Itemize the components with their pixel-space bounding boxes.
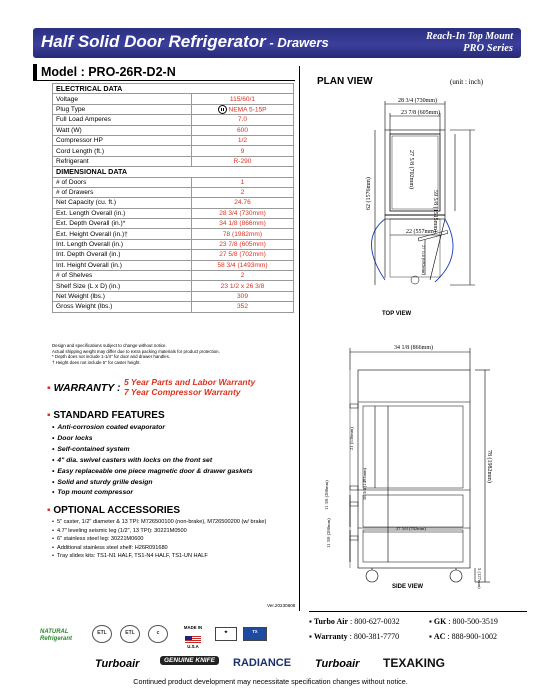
option-item: • 5" caster, 1/2" diameter & 13 TPI: M726500100 (non-brake), M726500200 (w/ brake) — [52, 518, 266, 527]
spec-label: Cord Length (ft.) — [53, 146, 192, 156]
spec-value: 23 1/2 x 26 3/8 — [192, 281, 294, 291]
spec-label: Compressor HP — [53, 135, 192, 145]
spec-notes — [52, 343, 302, 365]
option-item: • Tray slides kits: TS1-N1 HALF, TS1-N4 HALF, TS1-UN HALF — [52, 552, 266, 561]
technical-drawings — [310, 90, 525, 590]
etl-logo: ETL — [92, 625, 112, 643]
spec-section-heading — [53, 84, 294, 94]
feature-item: • Easy replaceable one piece magnetic door & drawer gaskets — [52, 467, 253, 478]
side-interior-height: 58 3/4 (1493mm) — [362, 467, 367, 500]
spec-row — [53, 291, 294, 301]
top-width-inner: 23 7/8 (605mm) — [401, 110, 440, 116]
spec-value: 34 1/8 (866mm) — [192, 219, 294, 229]
spec-value: 115/60/1 — [192, 94, 294, 104]
spec-label: Net Weight (lbs.) — [53, 291, 192, 301]
spec-row — [53, 250, 294, 260]
warranty-label: ▪ WARRANTY : — [47, 382, 121, 394]
section-heading-text: ELECTRICAL DATA — [53, 84, 294, 94]
warranty-line-1: 5 Year Parts and Labor Warranty — [124, 377, 256, 387]
natural-refrigerant-logo: NATURAL Refrigerant — [40, 629, 73, 642]
made-in-usa-label: MADE IN — [183, 625, 203, 630]
radiance-logo: RADIANCE — [233, 657, 292, 669]
warranty-block — [47, 378, 307, 400]
plug-type-value: NEMA 5-15P — [228, 106, 267, 114]
spec-label: Gross Weight (lbs.) — [53, 302, 192, 312]
spec-label: Plug Type — [53, 104, 192, 114]
spec-row — [53, 177, 294, 187]
top-view-label: TOP VIEW — [382, 311, 412, 317]
spec-label: Ext. Length Overall (in.) — [53, 208, 192, 218]
spec-value: 24.76 — [192, 198, 294, 208]
header-banner — [33, 28, 521, 58]
spec-value: 1/2 — [192, 135, 294, 145]
spec-label: Ext. Depth Overall (in.)* — [53, 219, 192, 229]
spec-value: 2 — [192, 187, 294, 197]
spec-row — [53, 208, 294, 218]
unit-label: (unit : inch) — [450, 78, 484, 86]
turbo-air-phone: : 800-627-0032 — [350, 617, 400, 626]
side-depth: 34 1/8 (866mm) — [394, 345, 433, 351]
spec-row — [53, 135, 294, 145]
spec-value: 2 — [192, 271, 294, 281]
option-item: • 6" stainless steel leg: 30221M0600 — [52, 535, 266, 544]
ul-logo: c — [148, 625, 168, 643]
side-view-label: SIDE VIEW — [392, 584, 424, 590]
spec-row — [53, 239, 294, 249]
warranty-lines — [124, 378, 255, 397]
feature-item: • Top mount compressor — [52, 488, 253, 499]
spec-value: 1 — [192, 177, 294, 187]
turbo-air-label: Turbo Air — [313, 617, 349, 626]
etl-sanitation-logo: ETL — [120, 625, 140, 643]
version-label: Ver.20230608 — [267, 603, 296, 608]
contact-block — [309, 611, 527, 647]
texas-badge-icon: TX — [243, 627, 267, 641]
spec-label: Ext. Height Overall (in.)† — [53, 229, 192, 239]
spec-value: 27 5/8 (702mm) — [192, 250, 294, 260]
spec-label: # of Shelves — [53, 271, 192, 281]
spec-value: 9 — [192, 146, 294, 156]
spec-value: 600 — [192, 125, 294, 135]
gk-contact: ▪ GK : 800-500-3519 — [429, 617, 498, 626]
warranty-phone: : 800-381-7770 — [349, 632, 400, 641]
spec-row — [53, 125, 294, 135]
spec-label: Voltage — [53, 94, 192, 104]
ac-label: AC — [433, 632, 446, 641]
spec-row — [53, 115, 294, 125]
spec-table — [52, 83, 294, 313]
spec-label: # of Drawers — [53, 187, 192, 197]
column-divider — [299, 66, 300, 611]
standard-features-list — [52, 423, 253, 499]
section-heading-text: DIMENSIONAL DATA — [53, 167, 294, 177]
spec-label: Int. Depth Overall (in.) — [53, 250, 192, 260]
footer-disclaimer: Continued product development may necessitate specification changes without notice. — [133, 677, 408, 686]
series-line-1: Reach-In Top Mount — [426, 31, 513, 42]
spec-row — [53, 302, 294, 312]
spec-label: Watt (W) — [53, 125, 192, 135]
spec-value — [192, 104, 294, 114]
top-inner-width: 22 (557mm) — [406, 229, 436, 235]
feature-item: • Self-contained system — [52, 445, 253, 456]
ac-phone: : 888-900-1002 — [447, 632, 497, 641]
gk-label: GK — [433, 617, 447, 626]
side-drawer-2: 11 3/8 (288mm) — [326, 518, 331, 548]
plan-view-heading: PLAN VIEW — [317, 76, 373, 87]
spec-label: Int. Height Overall (in.) — [53, 260, 192, 270]
note-line: † Height does not include 5" for caster height. — [52, 359, 141, 365]
note-line: * Depth does not include 1-1/4" for door and drawer handles. — [52, 354, 170, 360]
turbo-air-logo: Turboair — [95, 658, 140, 670]
spec-label: Int. Length Overall (in.) — [53, 239, 192, 249]
spec-row — [53, 146, 294, 156]
turbo-air-logo-2: Turboair — [315, 658, 360, 670]
top-swing: 62 (1576mm) — [366, 177, 372, 210]
certification-logos — [40, 625, 300, 649]
spec-label: Refrigerant — [53, 156, 192, 166]
award-badge-icon: ★ — [215, 627, 237, 641]
warranty-line-2: 7 Year Compressor Warranty — [124, 386, 241, 397]
feature-item: • Door locks — [52, 434, 253, 445]
spec-row — [53, 219, 294, 229]
side-interior-depth: 27 5/8 (702mm) — [396, 526, 426, 531]
spec-row — [53, 94, 294, 104]
spec-value: 28 3/4 (730mm) — [192, 208, 294, 218]
option-item: • 4.7" leveling seismic leg (1/2", 13 TPI): 30221M0500 — [52, 527, 266, 536]
spec-row — [53, 260, 294, 270]
optional-accessories-list — [52, 518, 266, 561]
optional-accessories-heading: ▪ OPTIONAL ACCESSORIES — [47, 505, 181, 516]
spec-label: Net Capacity (cu. ft.) — [53, 198, 192, 208]
top-depth-a: 27 5/8 (702mm) — [408, 150, 414, 189]
spec-row — [53, 229, 294, 239]
top-inner-depth: 27 1/4 (692mm) — [421, 245, 426, 275]
spec-label: Shelf Size (L x D) (in.) — [53, 281, 192, 291]
contact-row-2: ▪ Warranty : 800-381-7770 ▪ AC : 888-900-1002 — [309, 632, 497, 641]
note-line: Design and specifications subject to change without notice. — [52, 343, 167, 348]
page-subtitle: - Drawers — [265, 35, 329, 50]
model-number: Model : PRO-26R-D2-N — [33, 64, 295, 81]
series-label — [426, 31, 513, 55]
side-drawer-1: 11 3/8 (288mm) — [324, 480, 329, 510]
feature-item: • Solid and sturdy grille design — [52, 478, 253, 489]
genuine-knife-logo: GENUINE KNIFE — [160, 656, 219, 665]
spec-row — [53, 187, 294, 197]
spec-label: # of Doors — [53, 177, 192, 187]
standard-features-heading: ▪ STANDARD FEATURES — [47, 410, 165, 421]
contact-row-1: ▪ Turbo Air : 800-627-0032 ▪ GK : 800-500-3519 — [309, 617, 498, 626]
spec-value: 352 — [192, 302, 294, 312]
plug-icon — [218, 105, 227, 114]
side-caster-height: 5 (127mm) — [477, 568, 482, 589]
feature-item: • 4" dia. swivel casters with locks on the front set — [52, 456, 253, 467]
gk-phone: : 800-500-3519 — [448, 617, 498, 626]
spec-value: 309 — [192, 291, 294, 301]
spec-label: Full Load Amperes — [53, 115, 192, 125]
spec-row — [53, 198, 294, 208]
spec-section-heading — [53, 167, 294, 177]
series-line-2: PRO Series — [463, 43, 513, 54]
spec-row — [53, 271, 294, 281]
top-width-outer: 28 3/4 (730mm) — [398, 98, 437, 104]
option-item: • Additional stainless steel shelf: H26R091680 — [52, 544, 266, 553]
spec-value: 58 3/4 (1493mm) — [192, 260, 294, 270]
texaking-logo: TEXAKING — [383, 656, 446, 670]
spec-row — [53, 281, 294, 291]
usa-label: U.S.A — [187, 644, 199, 649]
spec-value: 23 7/8 (605mm) — [192, 239, 294, 249]
feature-item: • Anti-corrosion coated evaporator — [52, 423, 253, 434]
ac-contact: ▪ AC : 888-900-1002 — [429, 632, 497, 641]
warranty-phone-label: Warranty — [313, 632, 348, 641]
top-depth-b: 59 5/8 (1515mm) — [432, 190, 438, 232]
spec-row — [53, 156, 294, 166]
spec-value: 78 (1982mm) — [192, 229, 294, 239]
usa-flag-icon — [185, 636, 201, 643]
side-total-height: 78 (1982mm) — [486, 450, 492, 483]
spec-row — [53, 104, 294, 114]
page-title: Half Solid Door Refrigerator - Drawers — [41, 32, 329, 51]
note-line: Actual shipping weight may differ due to extra packing materials for product protection. — [52, 348, 220, 354]
brand-bar — [95, 655, 515, 673]
side-drawer-height: 21 (536mm) — [349, 427, 354, 450]
spec-value: R-290 — [192, 156, 294, 166]
spec-value: 7.0 — [192, 115, 294, 125]
